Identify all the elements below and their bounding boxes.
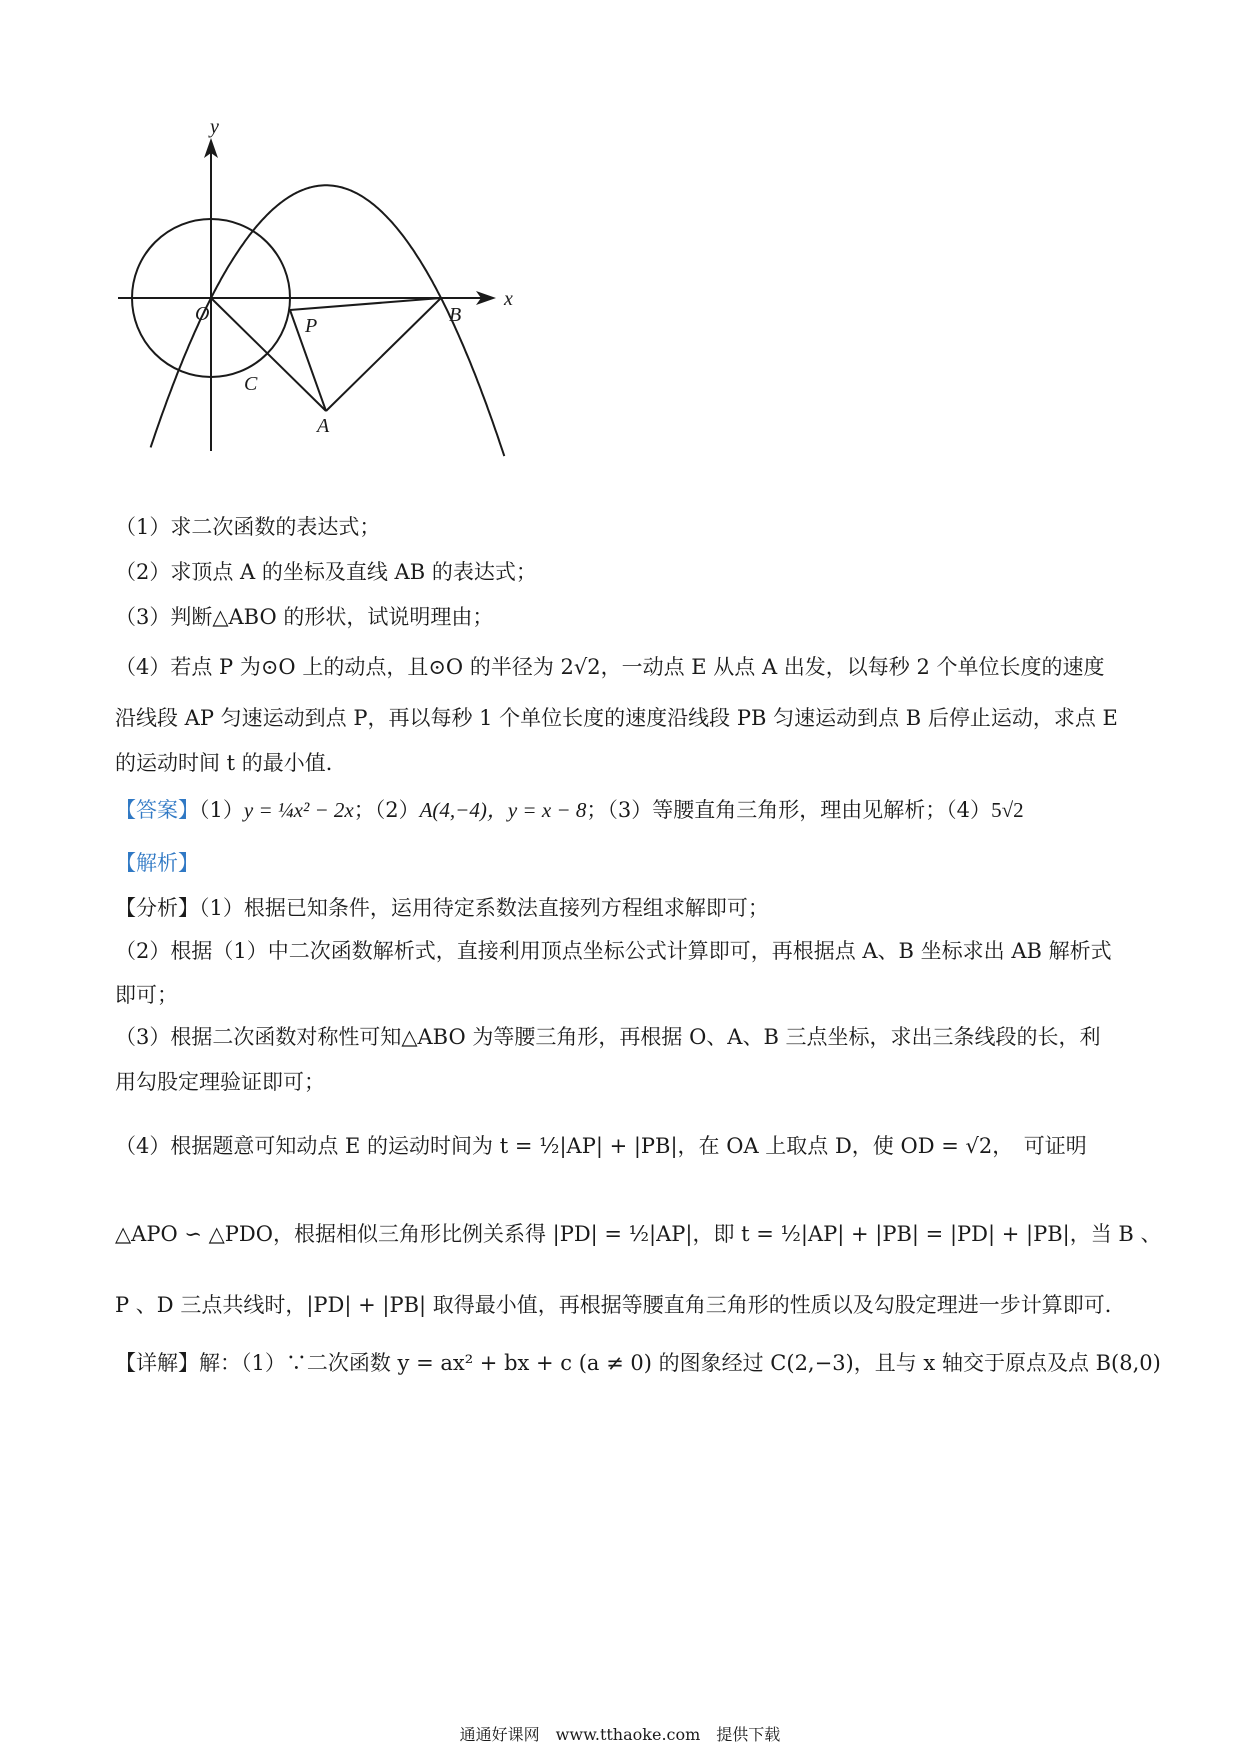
label-c: C <box>244 373 258 395</box>
analysis-4-line-2: △APO ∽ △PDO，根据相似三角形比例关系得 |PD| = ½|AP|，即 t = ½|AP| + |PB| = |PD| + |PB|，当 B 、 <box>115 1222 1162 1246</box>
analysis-3-line-1: （3）根据二次函数对称性可知△ABO 为等腰三角形，再根据 O、A、B 三点坐标，求出三条线段的长，利 <box>115 1025 1101 1049</box>
label-p: P <box>305 315 318 337</box>
geometry-figure <box>118 118 598 518</box>
analysis-2-line-1: （2）根据（1）中二次函数解析式，直接利用顶点坐标公式计算即可，再根据点 A、B 坐标求出 AB 解析式 <box>115 939 1112 963</box>
question-4-line-1: （4）若点 P 为⊙O 上的动点，且⊙O 的半径为 2√2，一动点 E 从点 A 出发，以每秒 2 个单位长度的速度 <box>115 655 1105 679</box>
label-o: O <box>195 303 210 325</box>
question-4-line-3: 的运动时间 t 的最小值． <box>115 751 347 775</box>
answer-tag: 【答案】 <box>115 798 199 822</box>
answer-line <box>115 795 1135 825</box>
analysis-2-line-2: 即可； <box>115 983 178 1007</box>
analysis-4-line-1: （4）根据题意可知动点 E 的运动时间为 t = ½|AP| + |PB|，在 OA 上取点 D，使 OD = √2， 可证明 <box>115 1134 1087 1158</box>
label-y: y <box>210 118 219 138</box>
answer-part-2: ；（2） <box>353 798 420 822</box>
question-4-line-2: 沿线段 AP 匀速运动到点 P，再以每秒 1 个单位长度的速度沿线段 PB 匀速运动到点 B 后停止运动，求点 E <box>115 706 1118 730</box>
analysis-1 <box>115 893 1135 923</box>
parabola-circle-diagram <box>118 118 598 518</box>
analysis-1-text: （1）根据已知条件，运用待定系数法直接列方程组求解即可； <box>199 896 769 920</box>
answer-formula-1: y = ¼x² − 2x <box>243 798 354 822</box>
detail-text: 解：（1）∵二次函数 y = ax² + bx + c (a ≠ 0) 的图象经过 C(2,−3)，且与 x 轴交于原点及点 B(8,0) <box>199 1351 1161 1375</box>
segment-ab <box>326 298 441 411</box>
detail-tag: 【详解】 <box>115 1351 199 1375</box>
analysis-4-line-3: P 、D 三点共线时，|PD| + |PB| 取得最小值，再根据等腰直角三角形的性质以及勾股定理进一步计算即可． <box>115 1293 1126 1317</box>
detail-line <box>115 1348 1161 1378</box>
question-2: （2）求顶点 A 的坐标及直线 AB 的表达式； <box>115 560 537 584</box>
question-1: （1）求二次函数的表达式； <box>115 515 381 539</box>
analysis-3-line-2: 用勾股定理验证即可； <box>115 1070 325 1094</box>
fenxi-tag: 【分析】 <box>115 896 199 920</box>
label-x: x <box>504 288 513 310</box>
segment-pb <box>290 298 441 310</box>
analysis-tag: 【解析】 <box>115 851 199 875</box>
page-footer: 通通好课网 www.tthaoke.com 提供下载 <box>459 1725 781 1744</box>
label-a: A <box>317 415 330 437</box>
answer-formula-2: A(4,−4)，y = x − 8 <box>419 798 587 822</box>
label-b: B <box>449 304 462 326</box>
question-3: （3）判断△ABO 的形状，试说明理由； <box>115 605 494 629</box>
answer-part-3: ；（3）等腰直角三角形，理由见解析；（4） <box>586 798 992 822</box>
answer-formula-4: 5√2 <box>991 798 1024 822</box>
answer-part-1: （1） <box>199 798 244 822</box>
